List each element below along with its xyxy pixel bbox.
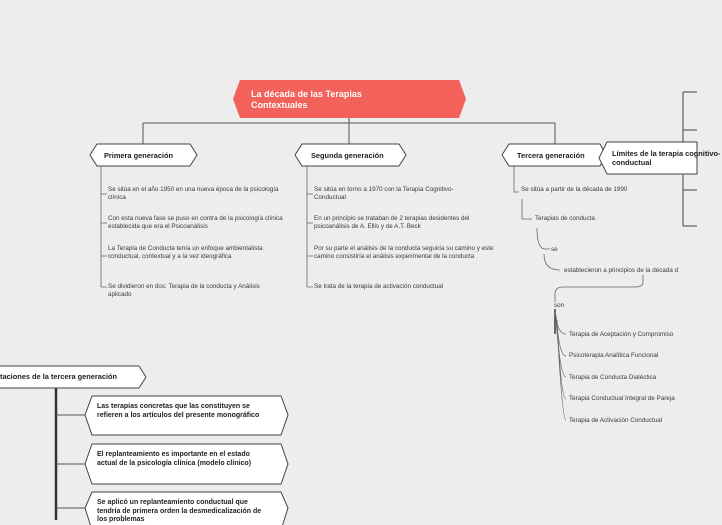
segunda-item-3[interactable]: Por su parte el análisis de la conducta seguiría su camino y este camino consistiría el análisis experimental de la conducta <box>314 245 494 260</box>
therapy-item-2[interactable]: Psicoterapia Analítica Funcional <box>569 352 659 359</box>
primera-item-3[interactable]: La Terapia de Conducta tenía un enfoque ambientalista conductual, contextual y a la vez ideográfica <box>108 245 263 260</box>
tercera-item-4[interactable]: establecieron a principios de la década d <box>564 267 679 274</box>
aportaciones-item-2[interactable]: El replanteamiento es importante en el estado actual de la psicología clínica (modelo clínico) <box>97 451 252 467</box>
tercera-item-3[interactable]: se <box>551 246 558 253</box>
limites-node[interactable]: Límites de la terapia cognitivo-conductual <box>612 149 721 167</box>
tercera-son[interactable]: son <box>554 302 565 309</box>
primera-item-1[interactable]: Se sitúa en el año 1950 en una nueva época de la psicología clínica <box>108 186 279 201</box>
primera-generacion-node[interactable]: Primera generación <box>104 151 174 160</box>
therapy-item-5[interactable]: Terapia de Activación Conductual <box>569 417 663 424</box>
aportaciones-item-1[interactable]: Las terapias concretas que las constituyen se refieren a los artículos del presente monográfico <box>97 403 260 419</box>
segunda-item-2[interactable]: En un principio se trataban de 2 terapias desidentes del psicoanálisis de A. Ellis y de A.T. Beck <box>314 215 470 230</box>
segunda-generacion-node[interactable]: Segunda generación <box>311 151 384 160</box>
aportaciones-item-3[interactable]: Se aplicó un replanteamiento conductual que tendría de primera orden la desmedicalización de los problemas <box>97 499 262 523</box>
aportaciones-node[interactable]: taciones de la tercera generación <box>0 372 118 381</box>
tercera-generacion-node[interactable]: Tercera generación <box>517 151 585 160</box>
primera-item-2[interactable]: Con esta nueva fase se puso en contra de la psicología clínica establecida que era el Psicoanálisis <box>108 215 283 230</box>
segunda-item-4[interactable]: Se trata de la terapia de activación conductual <box>314 283 444 290</box>
tercera-item-1[interactable]: Se sitúa a partir de la década de 1990 <box>521 186 628 193</box>
therapy-item-1[interactable]: Terapia de Aceptación y Compromiso <box>569 331 674 338</box>
segunda-item-1[interactable]: Se sitúa en torno a 1970 con la Terapia Cognitivo-Conductual <box>314 186 454 201</box>
therapy-item-4[interactable]: Terapia Conductual Integral de Pareja <box>569 395 675 402</box>
root-node[interactable]: La década de las Terapias Contextuales <box>251 89 362 110</box>
primera-item-4[interactable]: Se dividieron en dos: Terapia de la conducta y Análisis aplicado <box>108 283 260 298</box>
tercera-item-2[interactable]: Terapias de conducta <box>535 215 595 222</box>
therapy-item-3[interactable]: Terapia de Conducta Dialéctica <box>569 374 657 381</box>
